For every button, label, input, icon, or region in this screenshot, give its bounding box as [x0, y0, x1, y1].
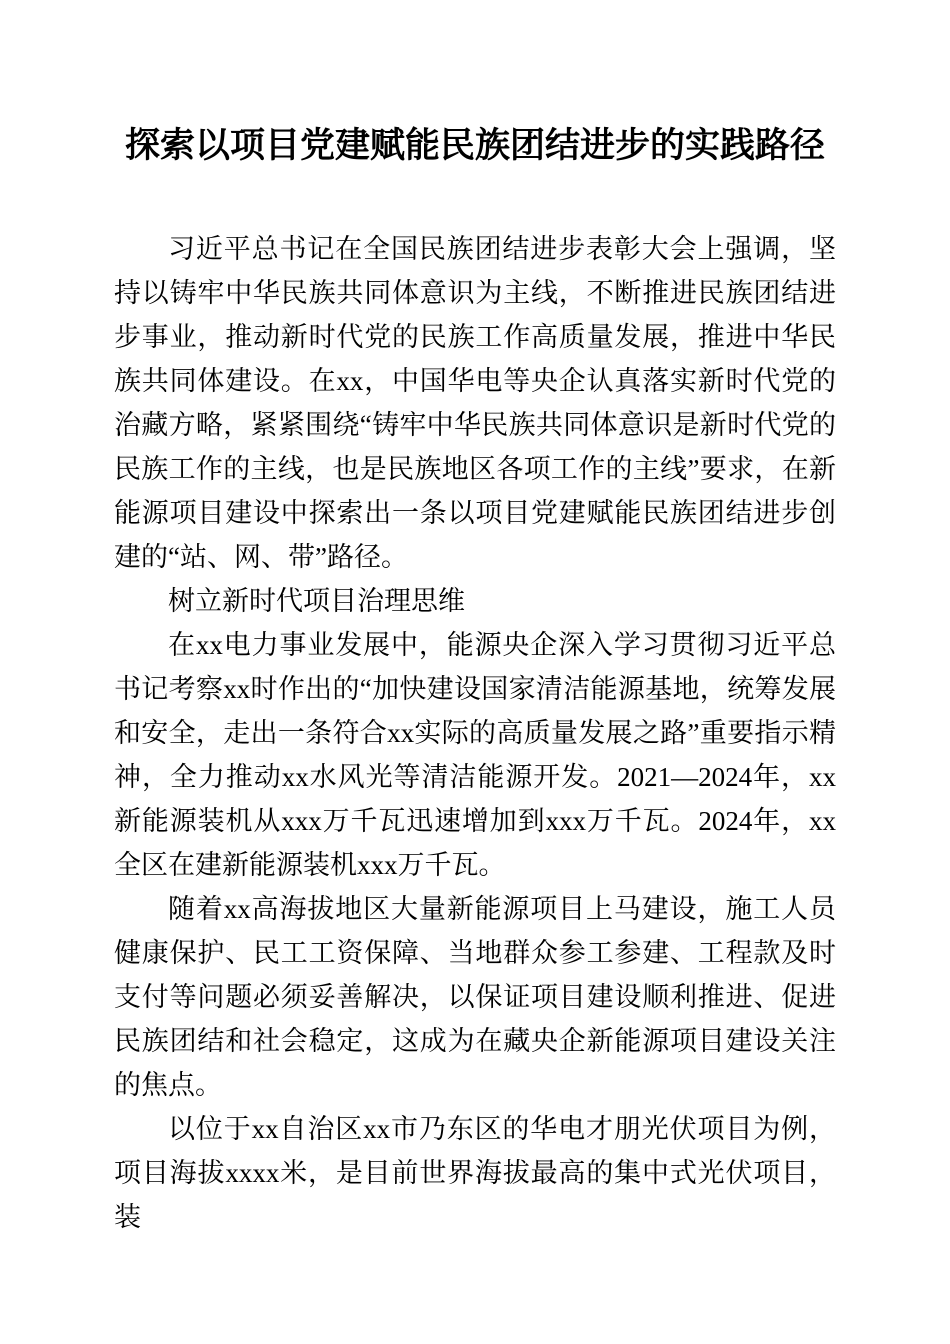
paragraph-section-heading: 树立新时代项目治理思维	[168, 586, 465, 617]
paragraph-caipeng-project: 以位于xx自治区xx市乃东区的华电才朋光伏项目为例，项目海拔xxxx米，是目前世界海拔最高的集中式光伏项目，装	[114, 1114, 836, 1233]
document-body	[114, 227, 836, 1239]
document-title: 探索以项目党建赋能民族团结进步的实践路径	[124, 126, 825, 165]
paragraph-energy-development: 在xx电力事业发展中，能源央企深入学习贯彻习近平总书记考察xx时作出的“加快建设国家清洁能源基地，统筹发展和安全，走出一条符合xx实际的高质量发展之路”重要指示精神，全力推动xx水风光等清洁能源开发。2021—2024年，xx新能源装机从xxx万千瓦迅速增加到xxx万千瓦。2024年，xx全区在建新能源装机xxx万千瓦。	[114, 630, 836, 881]
paragraph-project-issues: 随着xx高海拔地区大量新能源项目上马建设，施工人员健康保护、民工工资保障、当地群众参工参建、工程款及时支付等问题必须妥善解决，以保证项目建设顺利推进、促进民族团结和社会稳定，这成为在藏央企新能源项目建设关注的焦点。	[114, 894, 836, 1101]
paragraph-intro: 习近平总书记在全国民族团结进步表彰大会上强调，坚持以铸牢中华民族共同体意识为主线，不断推进民族团结进步事业，推动新时代党的民族工作高质量发展，推进中华民族共同体建设。在xx，中国华电等央企认真落实新时代党的治藏方略，紧紧围绕“铸牢中华民族共同体意识是新时代党的民族工作的主线，也是民族地区各项工作的主线”要求，在新能源项目建设中探索出一条以项目党建赋能民族团结进步创建的“站、网、带”路径。	[114, 234, 836, 573]
